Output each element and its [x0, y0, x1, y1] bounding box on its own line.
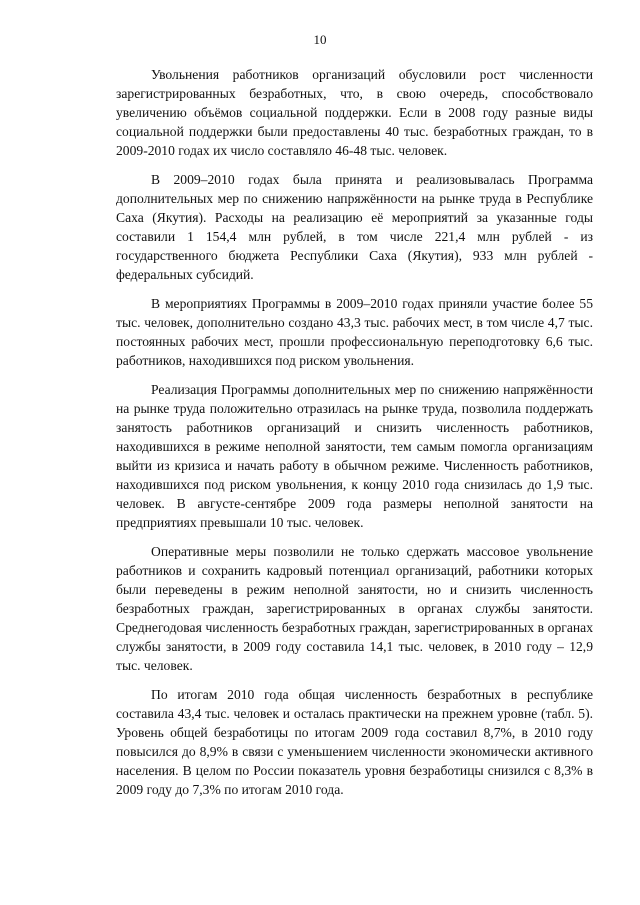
- page-number: 10: [313, 32, 327, 47]
- paragraph-unemployment-results: По итогам 2010 года общая численность безработных в республике составила 43,4 тыс. человек и осталась практически на прежнем уровне (табл. 5). Уровень общей безработицы по итогам 2009 года составил 8,7%, в 2010 году повысился до 8,9% в связи с уменьшением численности экономически активного населения. В целом по России показатель уровня безработицы снизился с 8,3% в 2009 году до 7,3% по итогам 2010 года.: [116, 687, 593, 797]
- paragraph-program-adopted: В 2009–2010 годах была принята и реализовывалась Программа дополнительных мер по снижению напряжённости на рынке труда в Республике Саха (Якутия). Расходы на реализацию её мероприятий за указанные годы составили 1 154,4 млн рублей, в том числе 221,4 млн рублей - из государственного бюджета Республики Саха (Якутия), 933 млн рублей - федеральных субсидий.: [116, 172, 593, 282]
- paragraph-operational-measures: Оперативные меры позволили не только сдержать массовое увольнение работников и сохранить кадровый потенциал организаций, работники которых были переведены в режим неполной занятости, но и снизить численность безработных граждан, зарегистрированных в органах службы занятости. Среднегодовая численность безработных граждан, зарегистрированных в органах службы занятости, в 2009 году составила 14,1 тыс. человек, в 2010 году – 12,9 тыс. человек.: [116, 544, 593, 673]
- document-body: [116, 65, 593, 809]
- paragraph-program-participants: В мероприятиях Программы в 2009–2010 годах приняли участие более 55 тыс. человек, дополнительно создано 43,3 тыс. рабочих мест, в том числе 4,7 тыс. постоянных рабочих мест, прошли профессиональную переподготовку 6,6 тыс. работников, находившихся под риском увольнения.: [116, 296, 593, 368]
- paragraph-program-effects: Реализация Программы дополнительных мер по снижению напряжённости на рынке труда положительно отразилась на рынке труда, позволила поддержать занятость работников организаций и снизить численность работников, находившихся в режиме неполной занятости, тем самым помогла организациям выйти из кризиса и начать работу в обычном режиме. Численность работников, находившихся под риском увольнения, к концу 2010 года снизилась до 1,9 тыс. человек. В августе-сентябре 2009 года размеры неполной занятости на предприятиях превышали 10 тыс. человек.: [116, 382, 593, 530]
- paragraph-layoffs-social-support: Увольнения работников организаций обусловили рост численности зарегистрированных безработных, что, в свою очередь, способствовало увеличению объёмов социальной поддержки. Если в 2008 году разные виды социальной поддержки были предоставлены 40 тыс. безработных граждан, то в 2009-2010 годах их число составляло 46-48 тыс. человек.: [116, 67, 593, 158]
